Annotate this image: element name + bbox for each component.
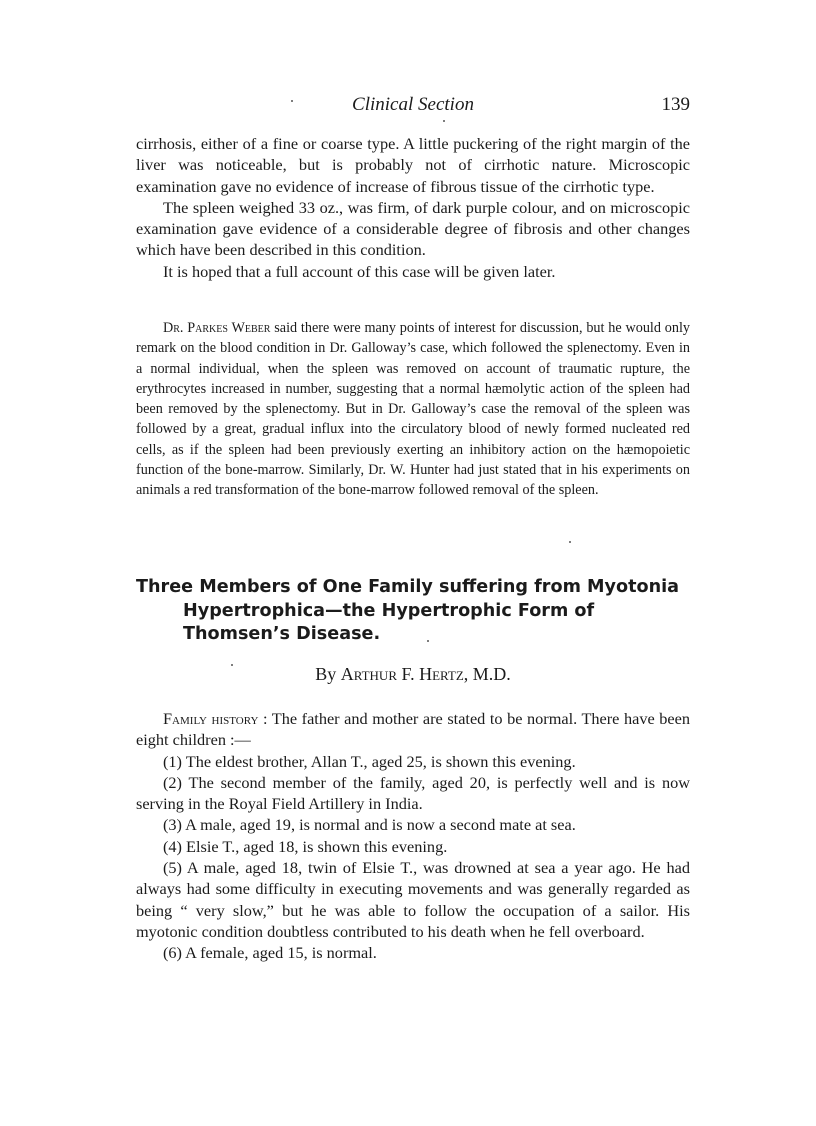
- list-item: (6) A female, aged 15, is normal.: [163, 943, 377, 963]
- family-history-paragraph: [136, 708, 690, 751]
- discussion-paragraph: [136, 318, 690, 501]
- speaker-name: Dr. Parkes Weber: [163, 320, 271, 336]
- list-item: (3) A male, aged 19, is normal and is now a second mate at sea.: [163, 815, 576, 835]
- previous-case-text: [136, 133, 690, 282]
- print-speck: [291, 100, 293, 102]
- page-number: 139: [661, 94, 690, 115]
- article-byline: [136, 664, 690, 685]
- list-item: (2) The second member of the family, aged 20, is perfectly well and is now serving in the Royal Field Artillery in India.: [136, 772, 690, 814]
- discussion-text: said there were many points of interest for discussion, but he would only remark on the blood condition in Dr. Galloway’s case, which followed the splenectomy. Even in a normal individual, when the spleen was removed on account of traumatic rupture, the erythrocytes increased in number, suggesting that a normal hæmolytic action of the spleen had been removed by the splenectomy. But in Dr. Galloway’s case the removal of the spleen was followed by a great, gradual influx into the circulatory blood of newly formed nucleated red cells, as if the spleen had been previously exerting an inhibitory action on the hæmopoietic function of the bone-marrow. Similarly, Dr. W. Hunter had just stated that in his experiments on animals a red transformation of the bone-marrow followed removal of the spleen.: [136, 320, 690, 499]
- paragraph: cirrhosis, either of a fine or coarse type. A little puckering of the right margin of the liver was noticeable, but is probably not of cirrhotic nature. Microscopic examination gave no evidence of increase of fibrous tissue of the cirrhotic type.: [136, 134, 690, 196]
- paragraph: It is hoped that a full account of this case will be given later.: [163, 261, 556, 281]
- list-item: (1) The eldest brother, Allan T., aged 25, is shown this evening.: [163, 751, 576, 771]
- byline-suffix: , M.D.: [463, 664, 511, 684]
- running-title: Clinical Section: [352, 94, 474, 115]
- author-name: Arthur F. Hertz: [340, 664, 464, 684]
- discussion-remarks: [136, 318, 690, 501]
- page-header: [136, 94, 690, 120]
- article-title-text: Three Members of One Family suffering from Myotonia Hypertrophica—the Hypertrophic Form of Thomsen’s Disease.: [136, 577, 680, 644]
- print-speck: [443, 120, 445, 122]
- article-body: [136, 708, 690, 964]
- list-item: (5) A male, aged 18, twin of Elsie T., was drowned at sea a year ago. He had always had some difficulty in executing movements and was generally regarded as being “ very slow,” but he was able to follow the occupation of a sailor. His myotonic condition doubtless contributed to his death when he fell overboard.: [136, 858, 690, 941]
- print-speck: [231, 664, 233, 666]
- print-speck: [569, 541, 571, 543]
- family-history-intro: : The father and mother are stated to be normal. There have been eight children :—: [136, 709, 690, 750]
- family-history-label: Family history: [163, 709, 259, 728]
- print-speck: [427, 640, 429, 642]
- list-item: (4) Elsie T., aged 18, is shown this evening.: [163, 836, 448, 856]
- paragraph: The spleen weighed 33 oz., was firm, of dark purple colour, and on microscopic examination gave evidence of a considerable degree of fibrosis and other changes which have been described in this condition.: [136, 197, 690, 260]
- article-title: [136, 576, 690, 647]
- byline-prefix: By: [315, 664, 341, 684]
